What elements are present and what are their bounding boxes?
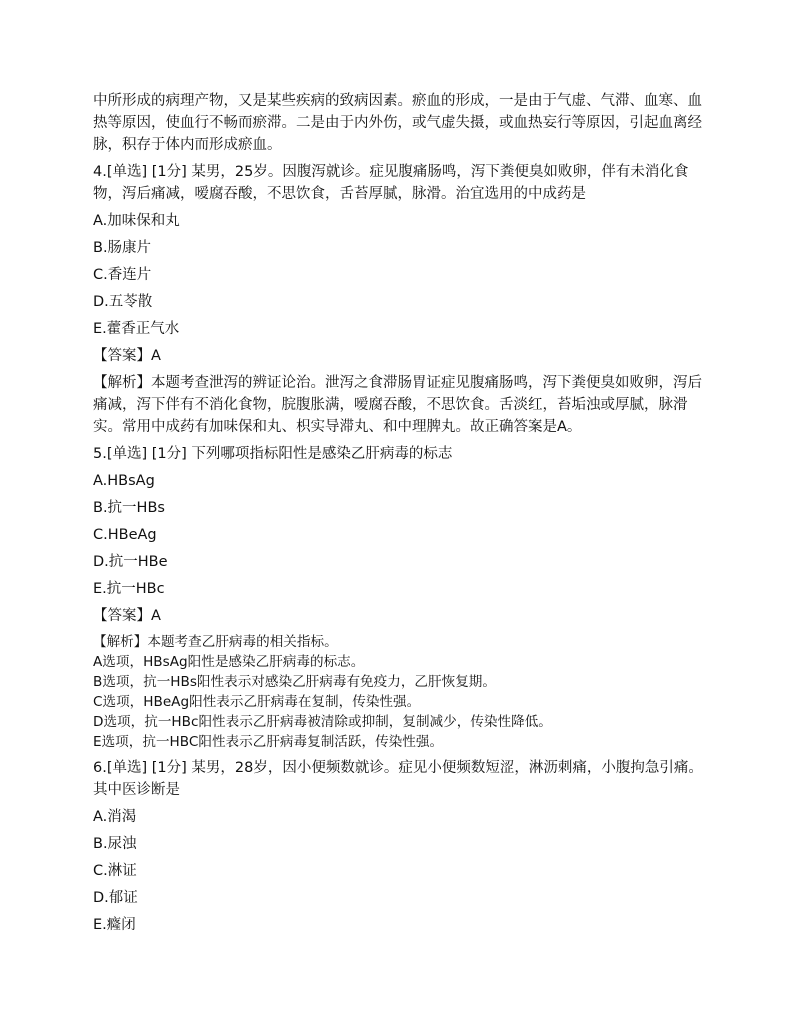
analysis-line: D选项，抗一HBc阳性表示乙肝病毒被清除或抑制，复制减少，传染性降低。 bbox=[93, 714, 552, 730]
option-b: B.抗一HBs bbox=[93, 500, 165, 516]
analysis-line: 【解析】本题考查乙肝病毒的相关指标。 bbox=[93, 634, 338, 650]
option-a: A.HBsAg bbox=[93, 473, 155, 489]
question-4 bbox=[93, 161, 705, 438]
intro-paragraph: 中所形成的病理产物，又是某些疾病的致病因素。瘀血的形成，一是由于气虚、气滞、血寒、血热等原因，使血行不畅而瘀滞。二是由于内外伤，或气虚失摄，或血热妄行等原因，引起血离经脉，积存于体内而形成瘀血。 bbox=[93, 93, 702, 153]
option-b: B.肠康片 bbox=[93, 240, 152, 256]
question-stem: 4.[单选] [1分] 某男，25岁。因腹泻就诊。症见腹痛肠鸣，泻下粪便臭如败卵，伴有未消化食物，泻后痛减，嗳腐吞酸，不思饮食，舌苔厚腻，脉滑。治宜选用的中成药是 bbox=[93, 164, 689, 202]
answer: 【答案】A bbox=[93, 608, 161, 624]
question-stem: 5.[单选] [1分] 下列哪项指标阳性是感染乙肝病毒的标志 bbox=[93, 446, 453, 462]
option-e: E.癃闭 bbox=[93, 917, 136, 933]
analysis bbox=[93, 632, 705, 752]
option-a: A.消渴 bbox=[93, 809, 137, 825]
option-e: E.藿香正气水 bbox=[93, 321, 180, 337]
analysis-line: C选项，HBeAg阳性表示乙肝病毒在复制，传染性强。 bbox=[93, 694, 421, 710]
option-a: A.加味保和丸 bbox=[93, 213, 180, 229]
analysis-line: E选项，抗一HBC阳性表示乙肝病毒复制活跃，传染性强。 bbox=[93, 734, 444, 750]
answer: 【答案】A bbox=[93, 348, 161, 364]
question-6 bbox=[93, 757, 705, 936]
option-d: D.抗一HBe bbox=[93, 554, 168, 570]
option-e: E.抗一HBc bbox=[93, 581, 165, 597]
option-c: C.香连片 bbox=[93, 267, 152, 283]
question-5 bbox=[93, 443, 705, 752]
option-c: C.淋证 bbox=[93, 863, 137, 879]
option-b: B.尿浊 bbox=[93, 836, 137, 852]
question-stem: 6.[单选] [1分] 某男，28岁，因小便频数就诊。症见小便频数短涩，淋沥刺痛，小腹拘急引痛。其中医诊断是 bbox=[93, 760, 703, 798]
option-d: D.郁证 bbox=[93, 890, 138, 906]
document-page bbox=[93, 90, 705, 936]
option-c: C.HBeAg bbox=[93, 527, 157, 543]
analysis: 【解析】本题考查泄泻的辨证论治。泄泻之食滞肠胃证症见腹痛肠鸣，泻下粪便臭如败卵，泻后痛减，泻下伴有不消化食物，脘腹胀满，嗳腐吞酸，不思饮食。舌淡红，苔垢浊或厚腻，脉滑实。常用中成药有加味保和丸、枳实导滞丸、和中理脾丸。故正确答案是A。 bbox=[93, 375, 702, 435]
analysis-line: B选项，抗一HBs阳性表示对感染乙肝病毒有免疫力，乙肝恢复期。 bbox=[93, 674, 496, 690]
option-d: D.五苓散 bbox=[93, 294, 153, 310]
analysis-line: A选项，HBsAg阳性是感染乙肝病毒的标志。 bbox=[93, 654, 365, 670]
